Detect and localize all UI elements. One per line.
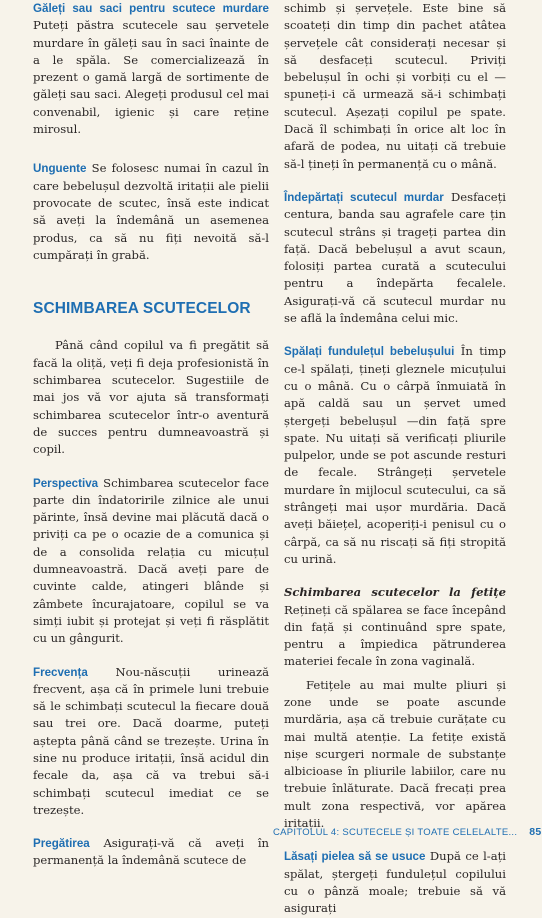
heading-frequency: Frecvența <box>33 665 88 679</box>
heading-preparation: Pregătirea <box>33 837 90 851</box>
paragraph-wash-bottom <box>284 343 506 568</box>
text-wash-bottom: În timp ce-l spălați, țineți gleznele micuțului cu o mână. Cu o cârpă înmuiată în apă caldă sau un șervet umed ștergeți bebelușul —din față spre spate. Nu uitați să verificați pliurile pulpelor, unde se pot ascunde resturi de fecale. Strângeți șervetele murdare în mijlocul scutecului, ca să strângeți mai ușor murdăria. Dacă aveți băiețel, acoperiți-i penisul cu o cârpă, ca să nu riscați să fiți stropită cu urină. <box>284 344 506 566</box>
paragraph-perspective <box>33 475 269 648</box>
section-title: SCHIMBAREA SCUTECELOR <box>33 300 251 318</box>
text-ointments: Se folosesc numai în cazul în care bebelușul dezvoltă iritații ale pielii provocate de scutec, însă este indicat să aveți la îndemână un asemenea produs, ca să nu fiți nevoită să-l cumpărați în grabă. <box>33 161 269 262</box>
text-frequency: Nou-născuții urinează frecvent, așa că în primele luni trebuie să le schimbați scutecul la fiecare două sau trei ore. Dacă doarme, puteți aștepta până când se trezește. Urina în sine nu produce iritații, însă acidul din fecale da, așa că va trebui să-i schimbați scutecul imediat ce se trezește. <box>33 664 269 817</box>
heading-diaper-pails: Găleți sau saci pentru scutece murdare <box>33 2 269 15</box>
right-column <box>284 0 506 918</box>
paragraph-frequency <box>33 664 269 820</box>
paragraph-preparation <box>33 835 269 870</box>
heading-girls: Schimbarea scutecelor la fetițe <box>284 585 506 600</box>
heading-wash-bottom: Spălați fundulețul bebelușului <box>284 345 455 359</box>
paragraph-girls-folds: Fetițele au mai multe pliuri și zone unde se poate ascunde murdăria, așa că trebuie curățate cu mai multă atenție. La fetițe există nișe scurgeri normale de substanțe albicioase în pliurile labiilor, care nu trebuie înlăturate. Dacă frecați prea mult zona respectivă, vor apărea iritații. <box>284 677 506 831</box>
text-diaper-pails: Puteți păstra scutecele sau șervetele murdare în găleți sau în saci înainte de a le spăla. Se comercializează în prezent o gamă largă de sortimente de găleți sau saci. Alegeți produsul cel mai convenabil, igienic și care reține mirosul. <box>33 18 269 137</box>
paragraph-diaper-pails <box>33 0 269 138</box>
paragraph-ointments <box>33 160 269 264</box>
footer-chapter: CAPITOLUL 4: SCUTECELE ȘI TOATE CELELALTE... <box>273 827 518 838</box>
heading-remove-diaper: Îndepărtați scutecul murdar <box>284 190 444 204</box>
paragraph-dry-skin <box>284 848 506 917</box>
page-number: 85 <box>529 826 542 838</box>
text-dry-skin: După ce l-ați spălat, ștergeți fundulețul copilului cu o pânză moale; trebuie să vă asigurați <box>284 849 506 916</box>
paragraph-girls <box>284 584 506 670</box>
heading-perspective: Perspectiva <box>33 476 99 490</box>
left-column <box>33 0 269 870</box>
text-preparation: Asigurați-vă că aveți în permanență la îndemână scutece de <box>33 836 269 868</box>
paragraph-intro: Până când copilul va fi pregătit să facă la oliță, veți fi deja profesionistă în schimbarea scutecelor. Sugestiile de mai jos vă vor ajuta să transformați schimbarea scutecelor într-o aventură de succes pentru dumneavoastră și copil. <box>33 338 269 457</box>
page-footer <box>273 826 542 838</box>
paragraph-continued: schimb și șervețele. Este bine să scoateți din timp din pachet atâtea șervețele cât considerați necesar și să desfaceți scutecul. Priviți bebelușul în ochi și vorbiți cu el — spuneți-i că urmează să-i schimbați scutecul. Așezați copilul pe spate. Dacă îl schimbați în orice alt loc în afară de podea, nu uitați că trebuie să-l țineți în permanență cu o mână. <box>284 1 506 171</box>
heading-ointments: Unguente <box>33 162 87 176</box>
text-girls: Rețineți că spălarea se face începând din față și continuând spre spate, pentru a împiedica pătrunderea materiei fecale în zona vaginală. <box>284 602 506 669</box>
text-remove-diaper: Desfaceți centura, banda sau agrafele care țin scutecul strâns și trageți partea din față. Dacă bebelușul a avut scaun, folosiți partea curată a scutecului pentru a îndepărta fecalele. Asigurați-vă că scutecul murdar nu se află la îndemâna celui mic. <box>284 189 506 326</box>
text-perspective: Schimbarea scutecelor face parte din îndatoririle zilnice ale unui părinte, însă devine mai plăcută dacă o priviți ca pe o ocazie de a comunica și de a consolida relația cu micuțul dumneavoastră. Dacă aveți pare de cuvinte calde, atingeri blânde și zâmbete încurajatoare, copilul se va simți iubit și protejat și veți fi răsplătit cu un gângurit. <box>33 475 269 646</box>
heading-dry-skin: Lăsați pielea să se usuce <box>284 850 426 864</box>
paragraph-remove-diaper <box>284 189 506 327</box>
